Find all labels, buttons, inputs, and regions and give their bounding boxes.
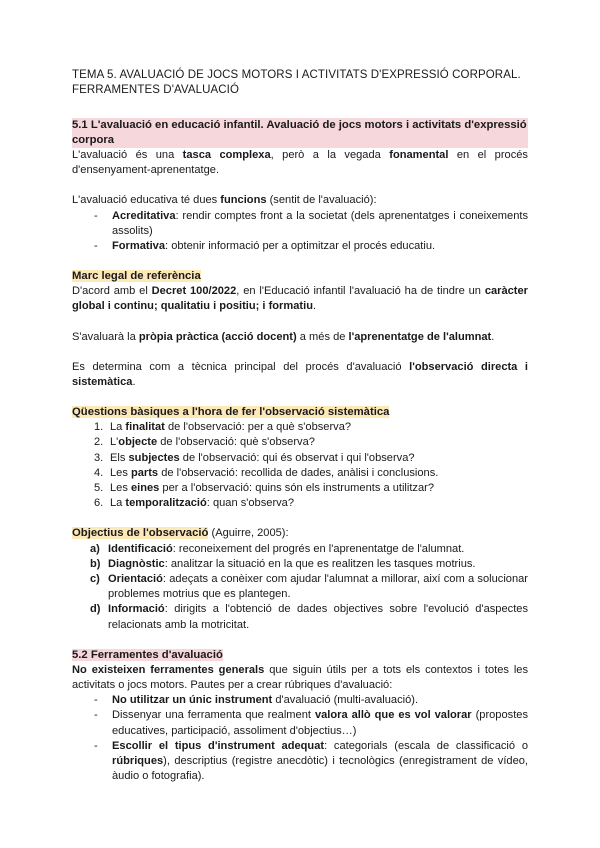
functions-list xyxy=(72,209,528,255)
paragraph: S'avaluarà la pròpia pràctica (acció docent) a més de l'aprenentatge de l'alumnat. xyxy=(72,330,495,343)
title-line-2: FERRAMENTES D'AVALUACIÓ xyxy=(72,84,240,96)
list-item: d) Informació: dirigits a l'obtenció de dades objectives sobre l'evolució d'aspectes relacionats amb la motricitat. xyxy=(90,603,528,631)
list-item: - Acreditativa: rendir comptes front a la societat (dels aprenentatges i coneixements assolits) xyxy=(94,209,528,239)
paragraph: D'acord amb el Decret 100/2022, en l'Educació infantil l'avaluació ha de tindre un caràcter global i continu; qualitatiu i positiu; i formatiu. xyxy=(72,285,528,313)
list-item: a) Identificació: reconeixement del progrés en l'aprenentatge de l'alumnat. xyxy=(90,542,465,555)
paragraph: L'avaluació és una tasca complexa, però a la vegada fonamental en el procés d'ensenyament-aprenentatge. xyxy=(72,149,528,177)
questions-list xyxy=(72,420,528,511)
paragraph: L'avaluació educativa té dues funcions (sentit de l'avaluació): xyxy=(72,194,377,207)
objectives-list xyxy=(72,542,528,633)
section-5-2-heading: 5.2 Ferramentes d'avaluació xyxy=(72,648,223,661)
objectives-heading: Objectius de l'observació (Aguirre, 2005): xyxy=(72,527,289,540)
list-item: - Escollir el tipus d'instrument adequat: categorials (escala de classificació o rúbriques), descriptius (registre anecdòtic) i tecnològics (enregistrament de vídeo, àudio o fotografia). xyxy=(94,739,528,785)
section-5-1-heading: 5.1 L'avaluació en educació infantil. Avaluació de jocs motors i activitats d'expressió corpora xyxy=(72,119,527,146)
list-item: c) Orientació: adeçats a conèixer com ajudar l'alumnat a millorar, així com a solucionar problemes motrius que es plantegen. xyxy=(90,573,528,601)
list-item: 3. Els subjectes de l'observació: qui és observat i qui l'observa? xyxy=(94,451,415,464)
list-item: b) Diagnòstic: analitzar la situació en la que es realitzen les tasques motrius. xyxy=(90,557,476,570)
list-item: 1. La finalitat de l'observació: per a què s'observa? xyxy=(94,421,352,434)
guidelines-list xyxy=(72,693,528,784)
list-item: 5. Les eines per a l'observació: quins són els instruments a utilitzar? xyxy=(94,482,435,495)
marc-legal-heading: Marc legal de referència xyxy=(72,270,201,283)
list-item: 6. La temporalització: quan s'observa? xyxy=(94,497,295,510)
paragraph: Es determina com a tècnica principal del procés d'avaluació l'observació directa i sistemàtica. xyxy=(72,360,528,389)
list-item: 2. L'objecte de l'observació: què s'observa? xyxy=(94,436,315,449)
list-item: - Formativa: obtenir informació per a optimitzar el procés educatiu. xyxy=(94,239,528,254)
title-line-1: TEMA 5. AVALUACIÓ DE JOCS MOTORS I ACTIVITATS D'EXPRESSIÓ CORPORAL. xyxy=(72,69,521,81)
document-title xyxy=(72,68,528,98)
list-item: - Dissenyar una ferramenta que realment valora allò que es vol valorar (propostes educatives, participació, assoliment d'objectius…) xyxy=(94,708,528,738)
list-item: - No utilitzar un únic instrument d'avaluació (multi-avaluació). xyxy=(94,693,528,708)
list-item: 4. Les parts de l'observació: recollida de dades, anàlisi i conclusions. xyxy=(94,466,439,479)
questions-heading: Qüestions bàsiques a l'hora de fer l'observació sistemàtica xyxy=(72,406,390,419)
paragraph: No existeixen ferramentes generals que siguin útils per a tots els contextos i totes les activitats o jocs motors. Pautes per a crear rúbriques d'avaluació: xyxy=(72,663,529,692)
